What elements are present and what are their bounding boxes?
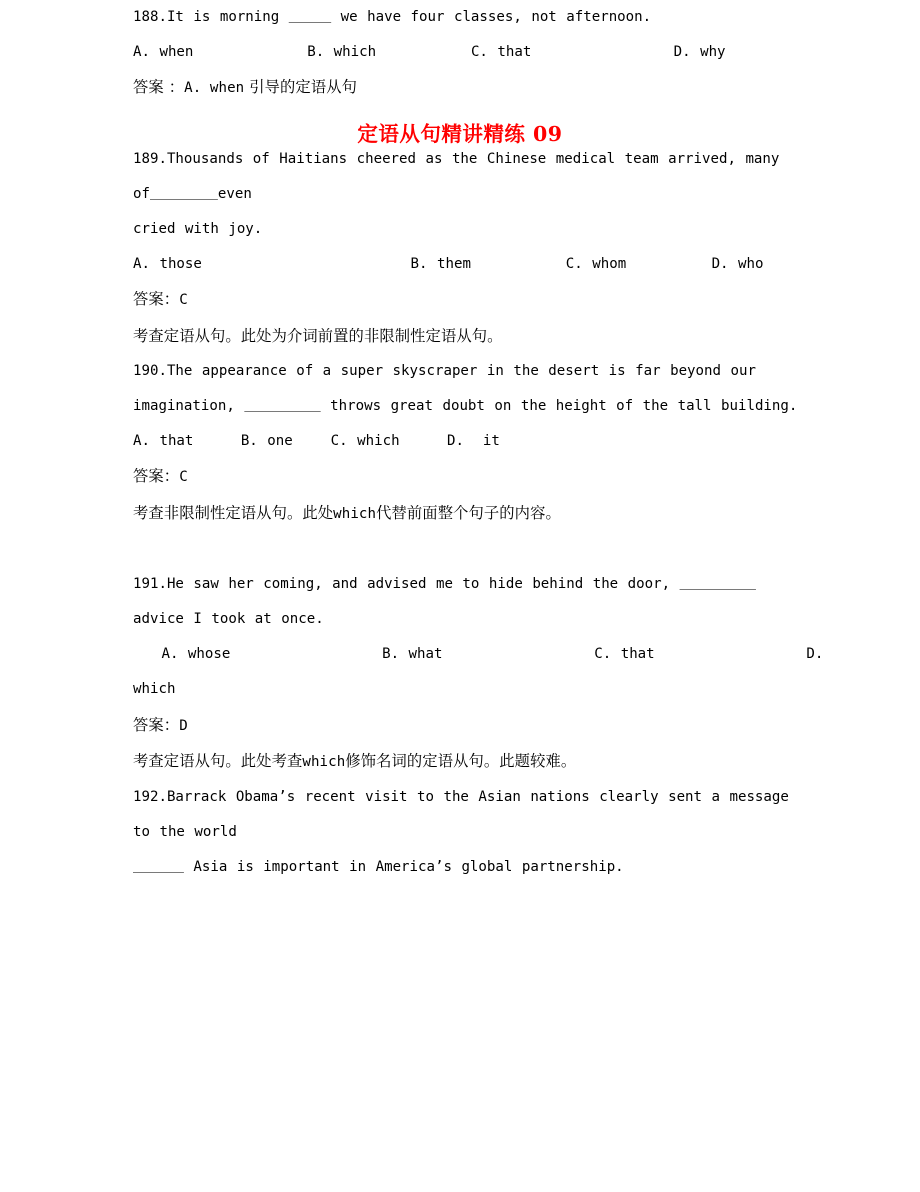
question-188-stem-after: we have four classes, not afternoon. [331,9,652,25]
question-190-explanation-keyword: which [333,505,377,522]
question-190-answer [133,459,811,495]
question-189-answer-value: C [179,292,188,309]
question-188 [133,0,811,107]
question-190-stem-line2-after: throws great doubt on the height of the tall building. [320,398,798,415]
question-191-stem-line1 [133,567,811,602]
question-189-stem-line2 [133,177,811,212]
question-188-blank [289,9,331,25]
question-189-explanation: 考查定语从句。此处为介词前置的非限制性定语从句。 [133,326,503,345]
question-191-explanation-keyword: which [302,753,346,770]
question-190-explanation-part2: 代替前面整个句子的内容。 [376,503,561,522]
question-191-explanation-part2: 修饰名词的定语从句。此题较难。 [345,751,577,770]
question-189-stem-line2-after: even [217,185,252,202]
question-191-options-line1[interactable]: A. whose B. what C. that D. [133,646,824,663]
question-190-explanation-part1: 考查非限制性定语从句。此处 [133,503,334,522]
question-192-stem-line3 [133,850,811,885]
question-191-options-line2[interactable]: which [133,681,176,698]
question-191-answer [133,708,811,744]
question-189-answer-prefix: 答案： [133,290,180,309]
page-title: 定语从句精讲精练 09 [357,122,563,146]
question-191-answer-value: D [179,717,188,734]
question-190-stem-line2 [133,389,811,424]
question-190 [133,354,811,532]
question-188-answer [133,70,811,106]
question-192 [133,780,811,886]
question-189-blank [150,186,218,202]
question-188-options[interactable]: A. when B. which C. that D. why [133,44,726,61]
question-189-stem-line2-before: of [133,185,150,202]
question-192-stem-line3-after: Asia is important in America’s global partnership. [183,859,624,876]
question-190-answer-prefix: 答案： [133,467,180,486]
question-191-stem-line1-before: 191.He saw her coming, and advised me to hide behind the door, [133,575,680,592]
question-190-answer-value: C [179,469,188,486]
question-192-stem-line2: to the world [133,824,237,841]
question-190-stem-line1: 190.The appearance of a super skyscraper in the desert is far beyond our [133,362,756,379]
question-191-explanation [133,744,811,780]
document-body [133,0,824,886]
spacer [133,107,811,142]
question-192-stem-line1: 192.Barrack Obama’s recent visit to the Asian nations clearly sent a message [133,789,789,806]
question-189-stem-line1: 189.Thousands of Haitians cheered as the Chinese medical team arrived, many [133,150,780,167]
question-191-answer-prefix: 答案： [133,715,180,734]
question-190-options[interactable]: A. that B. one C. which D. it [133,433,500,450]
question-188-stem [133,0,811,35]
question-188-answer-value: A. when [184,80,245,97]
spacer [133,532,811,567]
question-191-blank [680,576,756,592]
question-192-blank [133,859,184,875]
question-191 [133,567,824,780]
question-190-explanation [133,496,811,532]
question-189-options[interactable]: A. those B. them C. whom D. who [133,256,764,273]
question-189-stem-line3: cried with joy. [133,221,263,238]
question-191-stem-line2: advice I took at once. [133,611,324,628]
question-191-explanation-part1: 考查定语从句。此处考查 [133,751,303,770]
question-190-blank [244,398,320,414]
question-188-answer-note: 引导的定语从句 [244,78,358,97]
question-190-stem-line2-before: imagination, [133,398,245,415]
question-189-answer [133,282,811,318]
question-188-answer-prefix: 答案 ： [133,78,185,97]
question-189 [133,142,811,354]
question-188-stem-before: 188.It is morning [133,9,289,25]
